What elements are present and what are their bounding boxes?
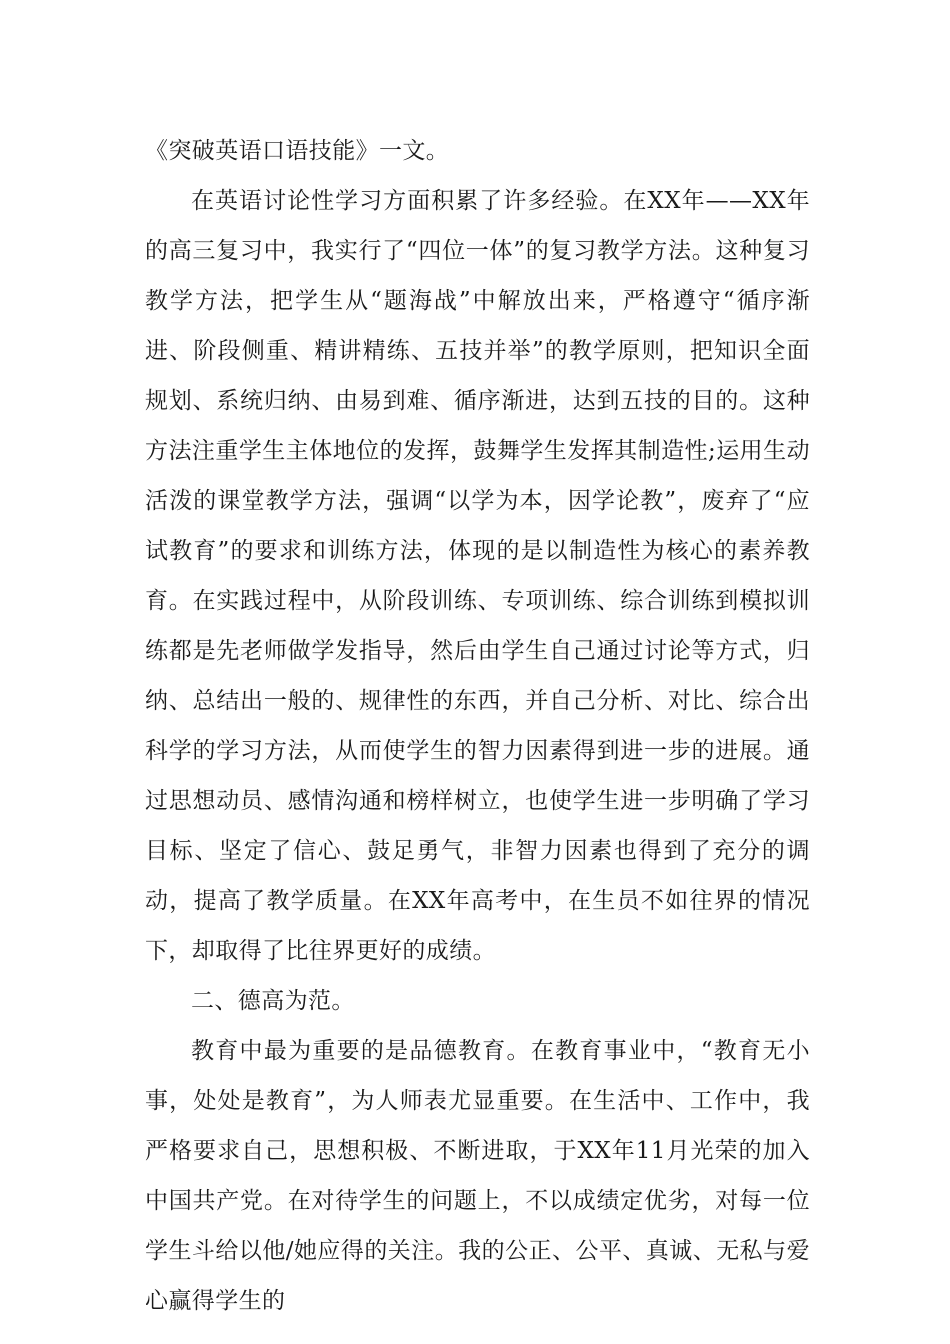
paragraph-article-title-continuation: 《突破英语口语技能》一文。 bbox=[145, 138, 450, 164]
paragraph-moral-education: 教育中最为重要的是品德教育。在教育事业中，“教育无小事，处处是教育”，为人师表尤显重要。在生活中、工作中，我严格要求自己，思想积极、不断进取，于XX年11月光荣的加入中国共产党。在对待学生的问题上，不以成绩定优劣，对每一位学生斗给以他/她应得的关注。我的公正、公平、真诚、无私与爱心赢得学生的 bbox=[145, 1038, 810, 1314]
section-heading-virtue: 二、德高为范。 bbox=[191, 988, 355, 1014]
paragraph-teaching-method: 在英语讨论性学习方面积累了许多经验。在XX年——XX年的高三复习中，我实行了“四位一体”的复习教学方法。这种复习教学方法，把学生从“题海战”中解放出来，严格遵守“循序渐进、阶段侧重、精讲精练、五技并举”的教学原则，把知识全面规划、系统归纳、由易到难、循序渐进，达到五技的目的。这种方法注重学生主体地位的发挥，鼓舞学生发挥其制造性;运用生动活泼的课堂教学方法，强调“以学为本，因学论教”，废弃了“应试教育”的要求和训练方法，体现的是以制造性为核心的素养教育。在实践过程中，从阶段训练、专项训练、综合训练到模拟训练都是先老师做学发指导，然后由学生自己通过讨论等方式，归纳、总结出一般的、规律性的东西，并自己分析、对比、综合出科学的学习方法，从而使学生的智力因素得到进一步的进展。通过思想动员、感情沟通和榜样树立，也使学生进一步明确了学习目标、坚定了信心、鼓足勇气，非智力因素也得到了充分的调动，提高了教学质量。在XX年高考中，在生员不如往界的情况下，却取得了比往界更好的成绩。 bbox=[145, 188, 810, 964]
document-body bbox=[145, 126, 810, 1326]
